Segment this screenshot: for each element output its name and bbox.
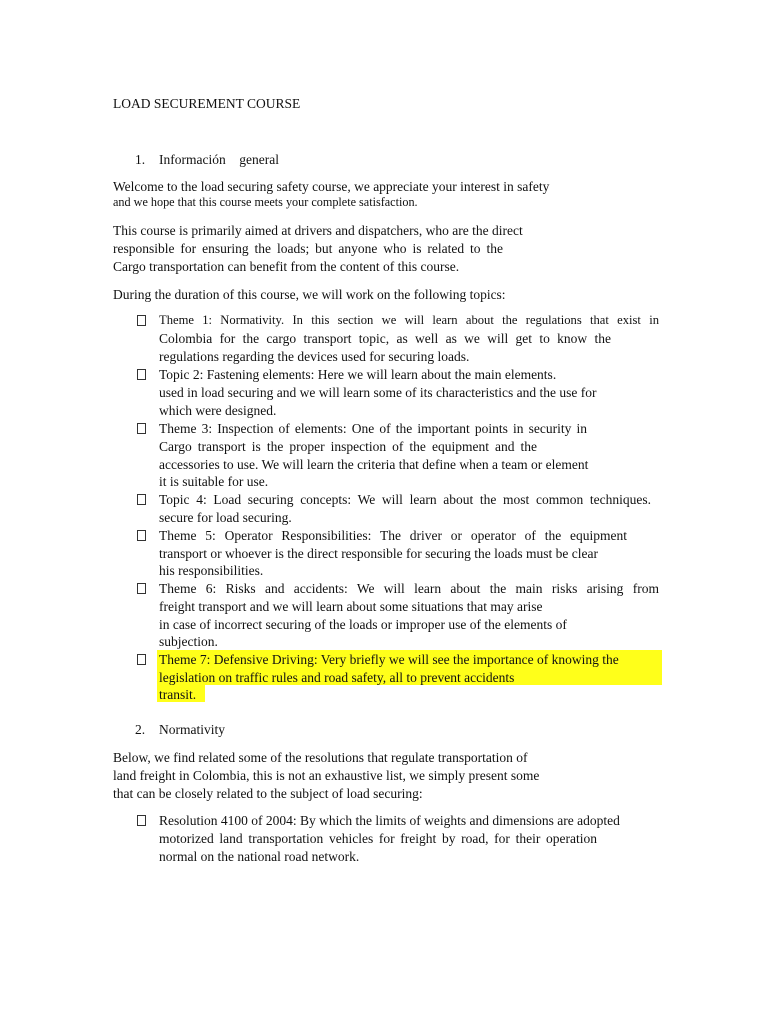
normativity-line-3: that can be closely related to the subject of load securing: [113, 786, 423, 801]
topic-6-line-3: in case of incorrect securing of the loads or improper use of the elements of [159, 617, 567, 632]
section-2-heading: Normativity [159, 722, 225, 737]
topic-1-line-2: Colombia for the cargo transport topic, as well as we will get to know the [159, 331, 611, 346]
bullet-icon [137, 369, 146, 380]
topics-intro: During the duration of this course, we will work on the following topics: [113, 287, 506, 302]
section-2-number: 2. [135, 722, 146, 737]
bullet-icon [137, 315, 146, 326]
topic-6-line-4: subjection. [159, 634, 218, 649]
section-1-heading: Información general [159, 152, 279, 167]
topic-2-line-1: Topic 2: Fastening elements: Here we will learn about the main elements. [159, 367, 557, 382]
topic-6-line-2: freight transport and we will learn about some situations that may arise [159, 599, 543, 614]
topic-1-line-3: regulations regarding the devices used for securing loads. [159, 349, 470, 364]
resolution-line-1: Resolution 4100 of 2004: By which the limits of weights and dimensions are adopted [159, 813, 620, 828]
topic-4-line-2: secure for load securing. [159, 510, 292, 525]
normativity-line-1: Below, we find related some of the resolutions that regulate transportation of [113, 750, 528, 765]
welcome-line-1: Welcome to the load securing safety course, we appreciate your interest in safety [113, 179, 550, 194]
audience-line-3: Cargo transportation can benefit from the content of this course. [113, 259, 460, 274]
topic-7-line-2: legislation on traffic rules and road safety, all to prevent accidents [159, 670, 515, 685]
topic-7-line-3: transit. [159, 687, 197, 702]
welcome-line-2: and we hope that this course meets your complete satisfaction. [113, 195, 418, 209]
topic-3-line-3: accessories to use. We will learn the criteria that define when a team or element [159, 457, 589, 472]
normativity-line-2: land freight in Colombia, this is not an exhaustive list, we simply present some [113, 768, 540, 783]
topic-3-line-2: Cargo transport is the proper inspection of the equipment and the [159, 439, 537, 454]
bullet-icon [137, 815, 146, 826]
topic-3-line-4: it is suitable for use. [159, 474, 269, 489]
topic-2-line-2: used in load securing and we will learn some of its characteristics and the use for [159, 385, 597, 400]
topic-7-line-1: Theme 7: Defensive Driving: Very briefly we will see the importance of knowing the [159, 652, 619, 667]
bullet-icon [137, 423, 146, 434]
resolution-line-2: motorized land transportation vehicles for freight by road, for their operation [159, 831, 597, 846]
topic-3-line-1: Theme 3: Inspection of elements: One of the important points in security in [159, 421, 587, 436]
bullet-icon [137, 494, 146, 505]
audience-line-1: This course is primarily aimed at drivers and dispatchers, who are the direct [113, 223, 523, 238]
bullet-icon [137, 530, 146, 541]
resolution-line-3: normal on the national road network. [159, 849, 360, 864]
bullet-icon [137, 654, 146, 665]
topic-5-line-1: Theme 5: Operator Responsibilities: The driver or operator of the equipment [159, 528, 627, 543]
topic-5-line-3: his responsibilities. [159, 563, 264, 578]
document-title: LOAD SECUREMENT COURSE [113, 96, 301, 111]
audience-line-2: responsible for ensuring the loads; but anyone who is related to the [113, 241, 503, 256]
section-1-number: 1. [135, 152, 146, 167]
bullet-icon [137, 583, 146, 594]
topic-2-line-3: which were designed. [159, 403, 277, 418]
topic-1-line-1: Theme 1: Normativity. In this section we will learn about the regulations that exist in [159, 313, 659, 327]
topic-4-line-1: Topic 4: Load securing concepts: We will learn about the most common techniques. [159, 492, 651, 507]
topic-6-line-1: Theme 6: Risks and accidents: We will learn about the main risks arising from [159, 581, 659, 596]
topic-5-line-2: transport or whoever is the direct responsible for securing the loads must be clear [159, 546, 598, 561]
